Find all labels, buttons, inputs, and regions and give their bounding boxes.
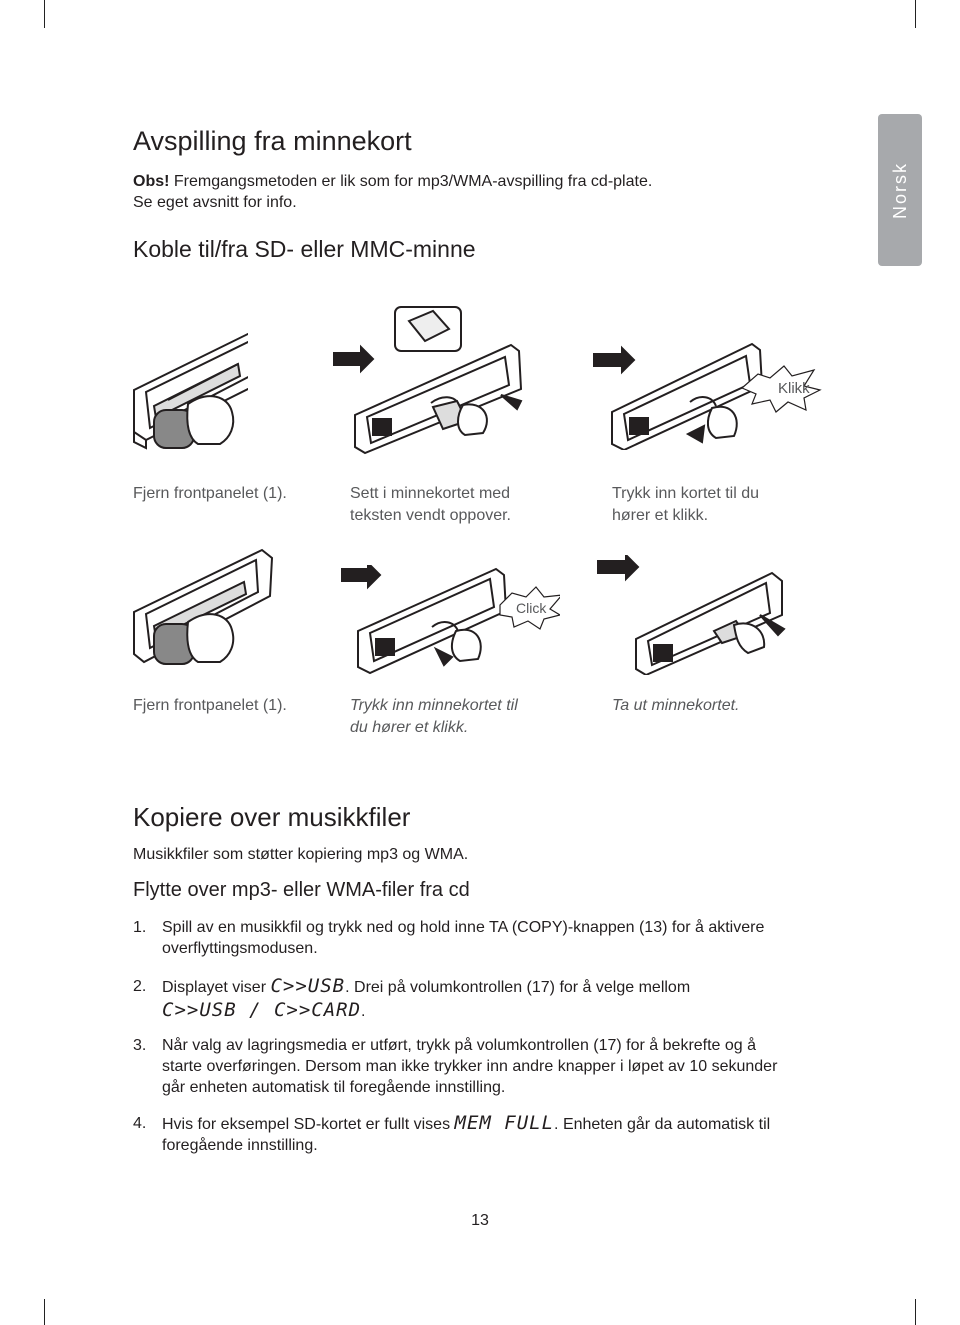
lcd-display-text: C>>USB <box>270 975 346 997</box>
list-item-number: 2. <box>133 978 147 995</box>
list-item-4-text-post: . Enheten går da automatisk til <box>554 1116 771 1133</box>
caption-row1-step2-line1: Sett i minnekortet med <box>350 485 511 502</box>
lcd-display-text: C>>USB / C>>CARD <box>162 999 362 1021</box>
copy-intro: Musikkfiler som støtter kopiering mp3 og WMA. <box>133 846 469 863</box>
caption-row2-step1: Fjern frontpanelet (1). <box>133 697 287 714</box>
illustration-remove-front-panel-2 <box>128 540 278 670</box>
crop-mark-bottom-left <box>18 1299 45 1325</box>
caption-row1-step3-line1: Trykk inn kortet til du <box>612 485 760 502</box>
crop-mark-top-left <box>18 0 45 28</box>
callout-click: Click <box>516 600 547 616</box>
caption-row2-step3: Ta ut minnekortet. <box>612 697 740 714</box>
section-title-connect: Koble til/fra SD- eller MMC-minne <box>133 236 476 262</box>
caption-row1-step3-line2: hører et klikk. <box>612 507 709 524</box>
list-item-2-line2 <box>162 1000 832 1022</box>
illustration-push-card-click <box>340 565 560 675</box>
list-item-2-line1 <box>162 976 832 998</box>
crop-mark-bottom-right <box>915 1299 942 1325</box>
list-item-number: 4. <box>133 1115 147 1132</box>
list-item-2-text-pre: Displayet viser <box>162 979 271 996</box>
note <box>133 171 652 192</box>
list-item-4-text-pre: Hvis for eksempel SD-kortet er fullt vises <box>162 1116 455 1133</box>
caption-row1-step2-line2: teksten vendt oppover. <box>350 507 511 524</box>
list-item-3-line2: starte overføringen. Dersom man ikke trykker inn andre knapper i løpet av 10 sekunder <box>162 1058 778 1075</box>
language-tab-label: Norsk <box>889 161 910 219</box>
caption-row2-step2-line1: Trykk inn minnekortet til <box>350 697 518 714</box>
list-item-3-line3: går enheten automatisk til foregående innstilling. <box>162 1079 506 1096</box>
note-text: Fremgangsmetoden er lik som for mp3/WMA-avspilling fra cd-plate. <box>169 173 653 190</box>
list-item-1-line1: Spill av en musikkfil og trykk ned og hold inne TA (COPY)-knappen (13) for å aktivere <box>162 919 765 936</box>
list-item-1-line2: overflyttingsmodusen. <box>162 940 318 957</box>
page-number: 13 <box>471 1212 489 1229</box>
caption-row2-step2-line2: du hører et klikk. <box>350 719 469 736</box>
section-title-memory-card: Avspilling fra minnekort <box>133 126 412 156</box>
list-item-number: 3. <box>133 1037 147 1054</box>
list-item-4-line2: foregående innstilling. <box>162 1137 318 1154</box>
illustration-push-card-klikk <box>592 330 832 450</box>
list-item-3-line1: Når valg av lagringsmedia er utført, trykk på volumkontrollen (17) for å bekrefte og å <box>162 1037 757 1054</box>
illustration-take-out-card <box>596 555 826 675</box>
illustration-remove-front-panel-1 <box>128 320 248 450</box>
section-title-copy: Kopiere over musikkfiler <box>133 802 411 832</box>
section-title-move-files: Flytte over mp3- eller WMA-filer fra cd <box>133 879 470 901</box>
note-label: Obs! <box>133 173 170 190</box>
crop-mark-top-right <box>915 0 942 28</box>
illustration-insert-card <box>333 305 533 455</box>
list-item-4-line1 <box>162 1113 832 1135</box>
list-item-2-text-mid: . Drei på volumkontrollen (17) for å velge mellom <box>345 979 691 996</box>
caption-row1-step1: Fjern frontpanelet (1). <box>133 485 287 502</box>
list-item-number: 1. <box>133 919 147 936</box>
note-line-2: Se eget avsnitt for info. <box>133 194 297 211</box>
language-tab <box>878 114 922 266</box>
list-item-2-text-end: . <box>361 1003 366 1020</box>
callout-klikk: Klikk <box>778 380 810 397</box>
lcd-display-text: MEM FULL <box>454 1112 555 1134</box>
